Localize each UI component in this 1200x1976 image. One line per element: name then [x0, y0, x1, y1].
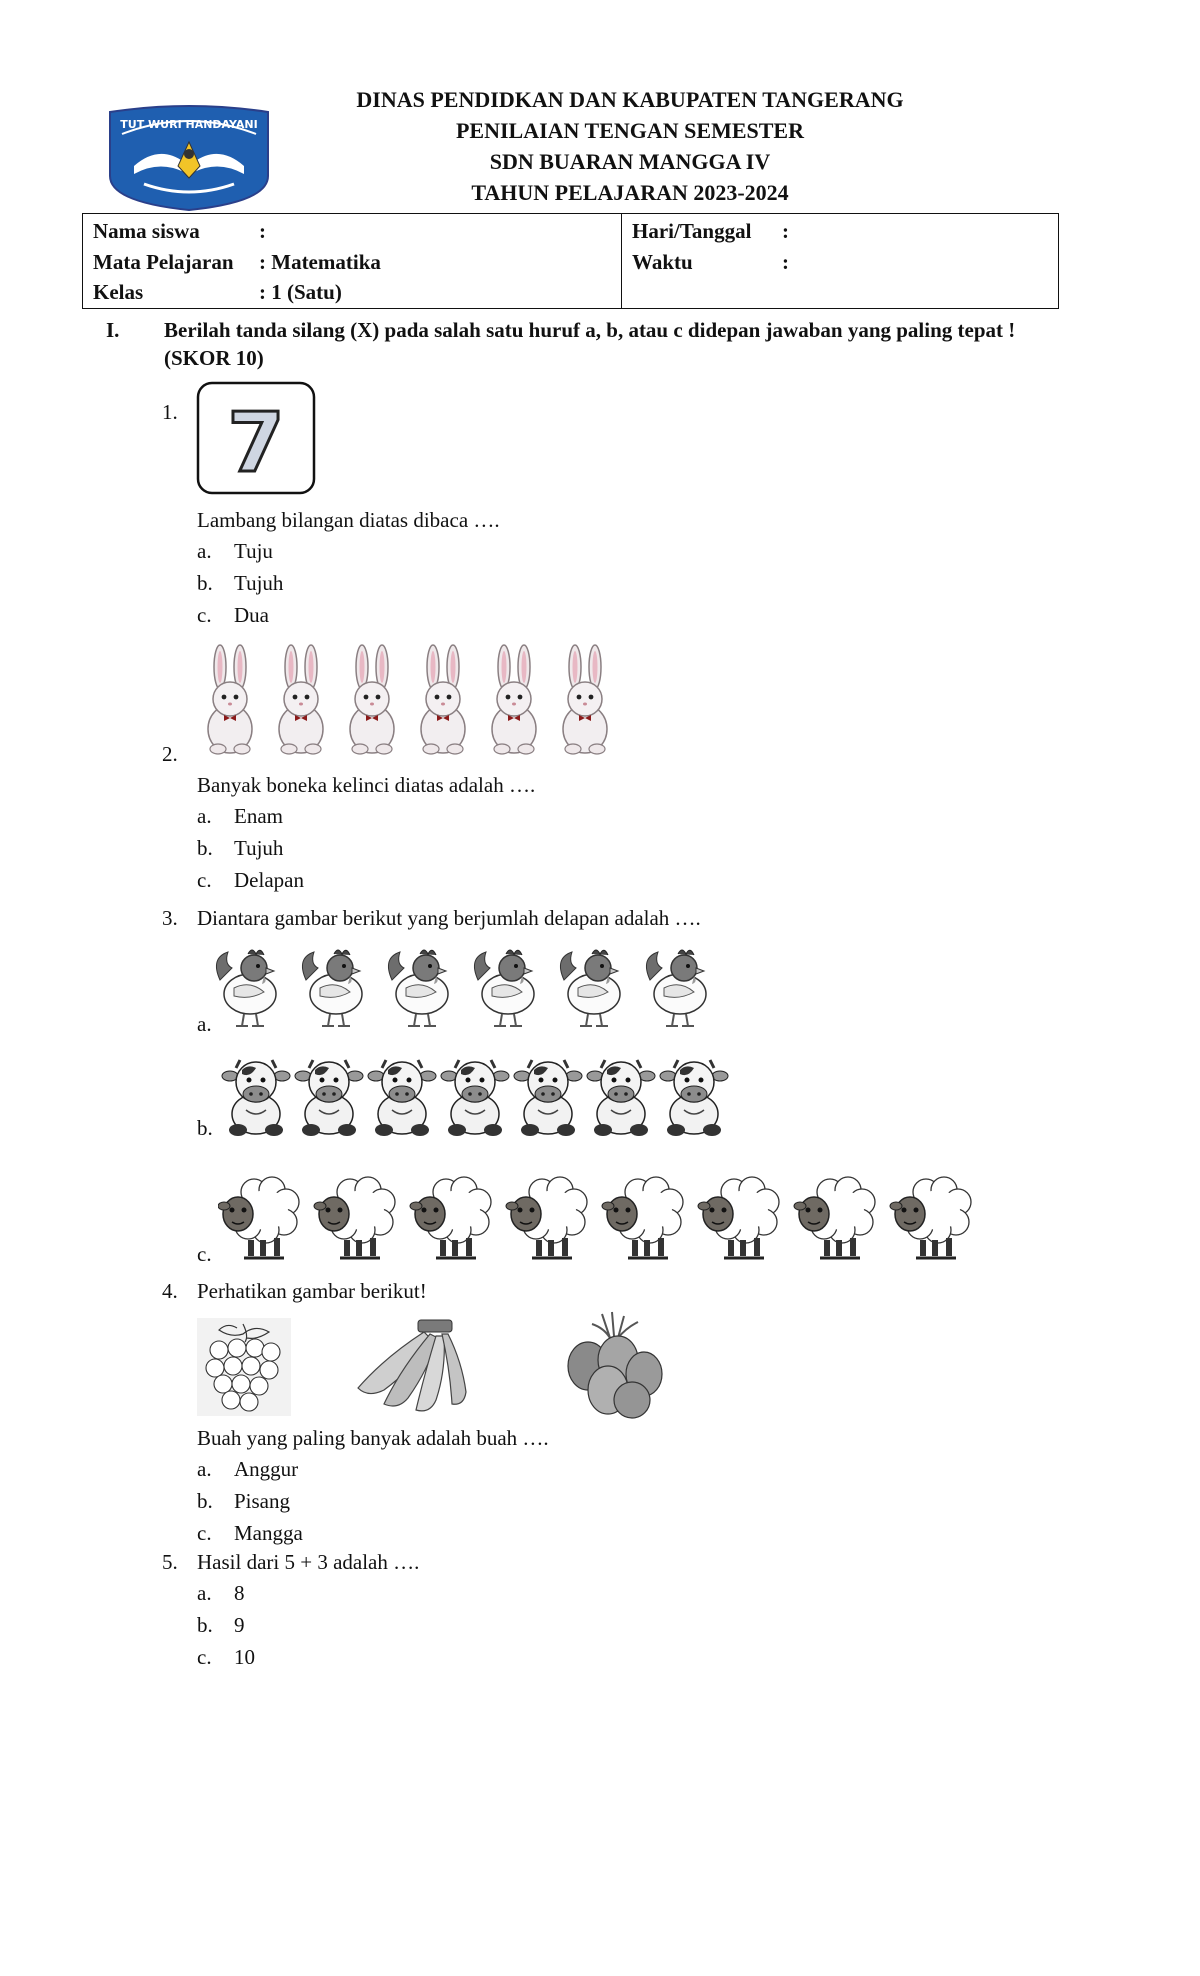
option-letter: c. — [197, 1521, 212, 1545]
option-text: Pisang — [234, 1489, 291, 1513]
header-line-4: TAHUN PELAJARAN 2023-2024 — [471, 180, 789, 205]
bananas-image — [354, 1318, 474, 1414]
option-letter: c. — [197, 868, 212, 892]
nama-siswa-value: : — [259, 219, 266, 243]
option-letter: a. — [197, 1457, 212, 1481]
option-text: 8 — [234, 1581, 245, 1605]
nama-siswa-label: Nama siswa — [93, 219, 200, 243]
question-3-option-a-letter[interactable]: a. — [197, 1012, 212, 1036]
option-letter: b. — [197, 836, 213, 860]
option-text: Enam — [234, 804, 283, 828]
option-letter: b. — [197, 1613, 213, 1637]
option-letter: c. — [197, 603, 212, 627]
hari-tanggal-value: : — [782, 219, 789, 243]
question-4-number: 4. — [162, 1279, 178, 1303]
option-text: Tujuh — [234, 836, 284, 860]
sheep-image[interactable] — [218, 1172, 988, 1262]
student-info-table — [82, 213, 1059, 309]
question-4-text: Buah yang paling banyak adalah buah …. — [197, 1426, 549, 1450]
hari-tanggal-label: Hari/Tanggal — [632, 219, 752, 243]
question-2-text: Banyak boneka kelinci diatas adalah …. — [197, 773, 536, 797]
question-1-number: 1. — [162, 400, 178, 424]
question-3-text: Diantara gambar berikut yang berjumlah delapan adalah …. — [197, 906, 701, 930]
option-letter: b. — [197, 571, 213, 595]
option-letter: b. — [197, 1489, 213, 1513]
instruction-text: Berilah tanda silang (X) pada salah satu huruf a, b, atau c didepan jawaban yang paling tepat ! (SKOR 10) — [164, 318, 1016, 370]
rabbits-image — [196, 643, 626, 757]
option-letter: a. — [197, 804, 212, 828]
waktu-value: : — [782, 249, 789, 274]
mangoes-image — [562, 1310, 666, 1420]
mata-pelajaran-label: Mata Pelajaran — [93, 249, 234, 274]
option-letter: a. — [197, 539, 212, 563]
mata-pelajaran-value: : Matematika — [259, 249, 381, 274]
option-text: 10 — [234, 1645, 255, 1669]
kelas-label: Kelas — [93, 280, 144, 304]
question-2-number: 2. — [162, 742, 178, 766]
header-line-3: SDN BUARAN MANGGA IV — [489, 149, 771, 174]
question-1-text: Lambang bilangan diatas dibaca …. — [197, 508, 500, 532]
option-text: 9 — [234, 1613, 245, 1637]
waktu-label: Waktu — [632, 249, 693, 274]
logo-text: TUT WURI HANDAYANI — [120, 118, 258, 131]
question-3-number: 3. — [162, 906, 178, 930]
header-line-2: PENILAIAN TENGAN SEMESTER — [455, 118, 804, 143]
question-3-option-b-letter[interactable]: b. — [197, 1116, 213, 1140]
chickens-image[interactable] — [210, 942, 734, 1030]
grapes-image — [197, 1318, 291, 1416]
kelas-value: : 1 (Satu) — [259, 280, 342, 304]
option-text: Dua — [234, 603, 269, 627]
question-3-option-c-letter[interactable]: c. — [197, 1242, 212, 1266]
question-5-number: 5. — [162, 1550, 178, 1574]
question-4-intro: Perhatikan gambar berikut! — [197, 1279, 427, 1303]
number-seven-digit: 7 — [227, 396, 285, 491]
tut-wuri-handayani-logo — [104, 104, 274, 212]
option-text: Mangga — [234, 1521, 303, 1545]
section-number: I. — [106, 318, 120, 342]
option-letter: a. — [197, 1581, 212, 1605]
option-text: Delapan — [234, 868, 304, 892]
option-text: Anggur — [234, 1457, 299, 1481]
number-seven-card — [196, 381, 318, 497]
header-line-1: DINAS PENDIDKAN DAN KABUPATEN TANGERANG — [356, 87, 904, 112]
question-5-text: Hasil dari 5 + 3 adalah …. — [197, 1550, 420, 1574]
option-text: Tujuh — [234, 571, 284, 595]
option-text: Tuju — [234, 539, 273, 563]
option-letter: c. — [197, 1645, 212, 1669]
cows-image[interactable] — [218, 1058, 738, 1138]
